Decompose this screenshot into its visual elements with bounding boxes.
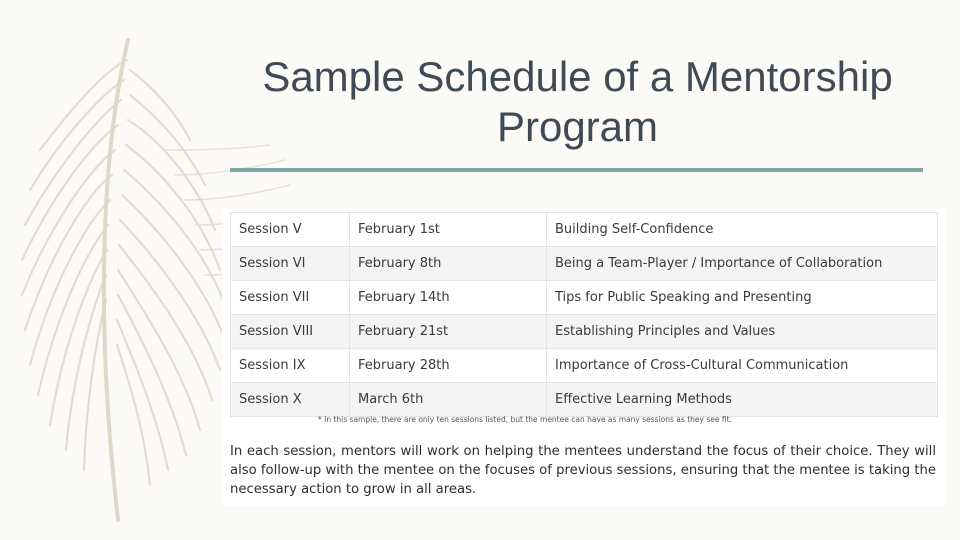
date-cell: February 28th	[350, 349, 547, 383]
table-row	[231, 349, 938, 383]
session-cell: Session VII	[231, 281, 350, 315]
topic-cell: Building Self-Confidence	[547, 213, 938, 247]
table-row	[231, 247, 938, 281]
table-row	[231, 315, 938, 349]
session-cell: Session VIII	[231, 315, 350, 349]
table-row	[231, 213, 938, 247]
session-cell: Session IX	[231, 349, 350, 383]
slide-title: Sample Schedule of a Mentorship Program	[262, 53, 893, 150]
date-cell: February 1st	[350, 213, 547, 247]
topic-cell: Establishing Principles and Values	[547, 315, 938, 349]
topic-cell: Tips for Public Speaking and Presenting	[547, 281, 938, 315]
topic-cell: Effective Learning Methods	[547, 383, 938, 417]
session-cell: Session VI	[231, 247, 350, 281]
description-paragraph: In each session, mentors will work on helping the mentees understand the focus of their choice. They will also follow-up with the mentee on the focuses of previous sessions, ensuring that the mentee is taking the necessary action to grow in all areas.	[230, 444, 936, 497]
schedule-footnote: * In this sample, there are only ten sessions listed, but the mentee can have as many sessions as they see fit.	[318, 415, 732, 424]
date-cell: March 6th	[350, 383, 547, 417]
session-cell: Session X	[231, 383, 350, 417]
schedule-table	[230, 212, 938, 417]
session-cell: Session V	[231, 213, 350, 247]
table-row	[231, 383, 938, 417]
title-divider	[230, 168, 923, 172]
date-cell: February 14th	[350, 281, 547, 315]
date-cell: February 8th	[350, 247, 547, 281]
table-row	[231, 281, 938, 315]
schedule-image	[222, 208, 946, 506]
topic-cell: Importance of Cross-Cultural Communication	[547, 349, 938, 383]
date-cell: February 21st	[350, 315, 547, 349]
topic-cell: Being a Team-Player / Importance of Collaboration	[547, 247, 938, 281]
